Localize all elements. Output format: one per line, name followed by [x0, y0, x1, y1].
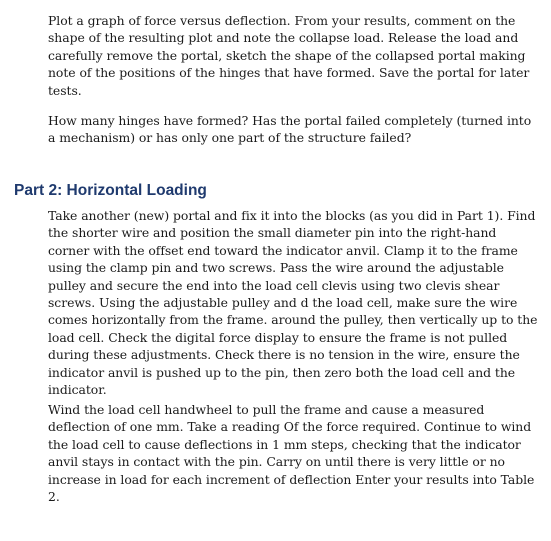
instruction-paragraph-plot-graph: Plot a graph of force versus deflection. From your results, comment on the shape of the resulting plot and note the collapse load. Release the load and carefully remove the portal, sketch the shape of the collapsed portal making note of the positions of the hinges that have formed. Save the portal for later tests. — [48, 13, 530, 98]
section-heading-part-2: Part 2: Horizontal Loading — [14, 182, 207, 199]
instruction-paragraph-loading: Wind the load cell handwheel to pull the frame and cause a measured deflection of one mm. Take a reading Of the force required. Continue to wind the load cell to cause deflections in 1 mm steps, checking that the indicator anvil stays in contact with the pin. Carry on until there is very little or no increase in load for each increment of deflection Enter your results into Table 2. — [48, 402, 535, 505]
question-paragraph-hinges: How many hinges have formed? Has the portal failed completely (turned into a mechanism) or has only one part of the structure failed? — [48, 113, 532, 146]
instruction-paragraph-setup: Take another (new) portal and fix it into the blocks (as you did in Part 1). Find the shorter wire and position the small diameter pin into the right-hand corner with the offset end toward the indicator anvil. Clamp it to the frame using the clamp pin and two screws. Pass the wire around the adjustable pulley and secure the end into the load cell clevis using two clevis shear screws. Using the adjustable pulley and d the load cell, make sure the wire comes horizontally from the frame. around the pulley, then vertically up to the load cell. Check the digital force display to ensure the frame is not pulled during these adjustments. Check there is no tension in the wire, ensure the indicator anvil is pushed up to the pin, then zero both the load cell and the indicator. — [48, 208, 538, 398]
